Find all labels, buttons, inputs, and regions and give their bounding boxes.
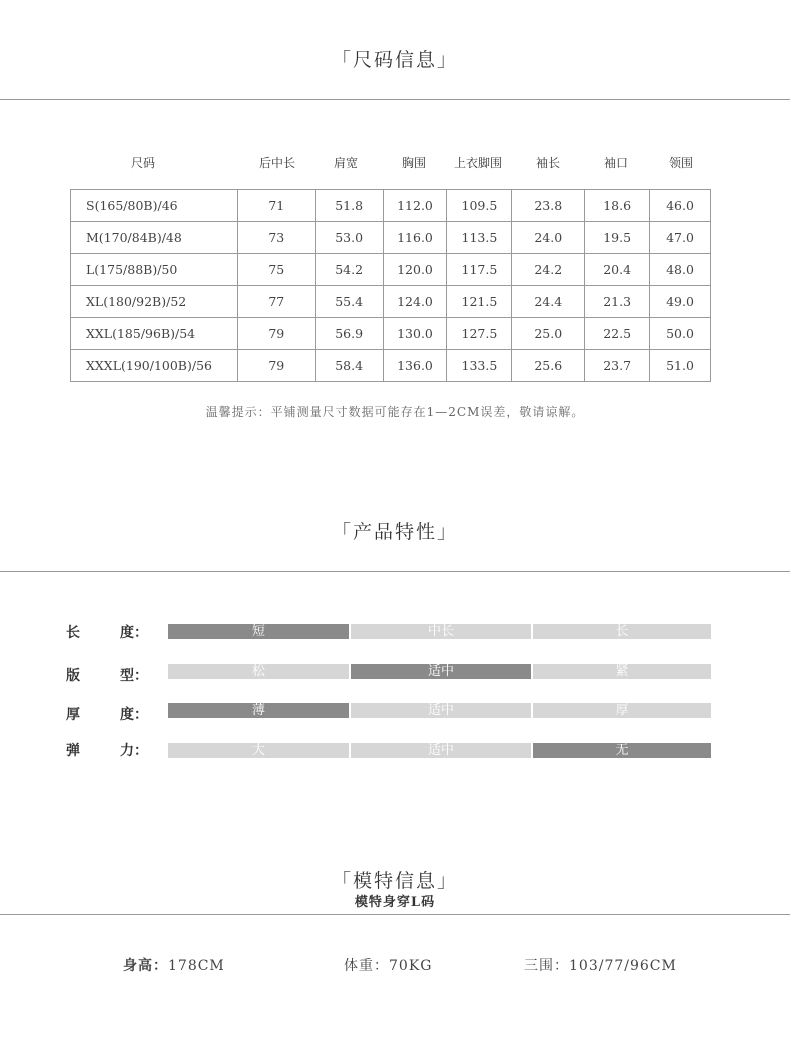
feature-option-length: 短 xyxy=(168,624,349,639)
feature-label-char: 长 xyxy=(66,625,80,641)
cell-cuff: 18.6 xyxy=(585,190,650,222)
cell-hem: 113.5 xyxy=(447,222,512,254)
cell-hem: 133.5 xyxy=(447,350,512,382)
cell-shoulder: 51.8 xyxy=(315,190,383,222)
feature-label-suffix: 度： xyxy=(120,625,148,641)
cell-collar: 46.0 xyxy=(650,190,711,222)
feature-label-suffix: 力： xyxy=(120,743,148,759)
cell-cuff: 19.5 xyxy=(585,222,650,254)
table-row xyxy=(71,222,711,254)
header-shoulder: 肩宽 xyxy=(333,156,358,170)
model-measurements-label: 三围： xyxy=(524,958,569,974)
cell-sleeve-length: 25.0 xyxy=(512,318,585,350)
model-section-divider xyxy=(0,914,790,915)
feature-option-length: 长 xyxy=(533,624,711,639)
model-height-value: 178CM xyxy=(168,958,225,974)
table-row xyxy=(71,254,711,286)
cell-back-length: 79 xyxy=(237,318,315,350)
cell-hem: 109.5 xyxy=(447,190,512,222)
header-hem: 上衣脚围 xyxy=(453,156,502,170)
feature-label-suffix: 型： xyxy=(120,668,148,684)
cell-cuff: 21.3 xyxy=(585,286,650,318)
model-measurements xyxy=(524,955,677,975)
model-weight xyxy=(344,955,432,975)
cell-shoulder: 53.0 xyxy=(315,222,383,254)
feature-option-fit: 松 xyxy=(168,664,349,679)
cell-collar: 50.0 xyxy=(650,318,711,350)
cell-chest: 112.0 xyxy=(383,190,447,222)
cell-cuff: 23.7 xyxy=(585,350,650,382)
cell-back-length: 79 xyxy=(237,350,315,382)
model-height-label: 身高： xyxy=(123,958,168,974)
table-row xyxy=(71,286,711,318)
feature-option-thickness: 薄 xyxy=(168,703,349,718)
cell-collar: 51.0 xyxy=(650,350,711,382)
cell-chest: 124.0 xyxy=(383,286,447,318)
cell-size-name: M(170/84B)/48 xyxy=(71,222,238,254)
cell-collar: 49.0 xyxy=(650,286,711,318)
size-table xyxy=(70,189,711,382)
cell-collar: 47.0 xyxy=(650,222,711,254)
table-row xyxy=(71,318,711,350)
model-section-title: 「模特信息」 xyxy=(331,870,458,892)
header-collar: 领围 xyxy=(668,156,693,170)
cell-hem: 121.5 xyxy=(447,286,512,318)
cell-sleeve-length: 24.0 xyxy=(512,222,585,254)
feature-label-suffix: 度： xyxy=(120,707,148,723)
cell-size-name: L(175/88B)/50 xyxy=(71,254,238,286)
cell-back-length: 77 xyxy=(237,286,315,318)
cell-back-length: 71 xyxy=(237,190,315,222)
cell-chest: 136.0 xyxy=(383,350,447,382)
feature-label-char: 厚 xyxy=(66,707,80,723)
cell-shoulder: 54.2 xyxy=(315,254,383,286)
feature-option-fit: 紧 xyxy=(533,664,711,679)
feature-label-char: 版 xyxy=(66,668,80,684)
cell-sleeve-length: 24.2 xyxy=(512,254,585,286)
cell-shoulder: 58.4 xyxy=(315,350,383,382)
model-weight-value: 70KG xyxy=(389,958,433,974)
cell-shoulder: 56.9 xyxy=(315,318,383,350)
cell-chest: 130.0 xyxy=(383,318,447,350)
header-back-length: 后中长 xyxy=(258,156,295,170)
cell-collar: 48.0 xyxy=(650,254,711,286)
cell-size-name: XXL(185/96B)/54 xyxy=(71,318,238,350)
feature-option-fit: 适中 xyxy=(351,664,531,679)
header-size: 尺码 xyxy=(130,156,155,170)
cell-shoulder: 55.4 xyxy=(315,286,383,318)
cell-back-length: 73 xyxy=(237,222,315,254)
cell-cuff: 22.5 xyxy=(585,318,650,350)
size-section-divider xyxy=(0,99,790,100)
model-measurements-value: 103/77/96CM xyxy=(569,958,677,974)
feature-section-title: 「产品特性」 xyxy=(331,521,458,543)
model-height xyxy=(123,955,225,975)
feature-option-length: 中长 xyxy=(351,624,531,639)
cell-chest: 116.0 xyxy=(383,222,447,254)
measurement-note: 温馨提示：平铺测量尺寸数据可能存在1—2CM误差，敬请谅解。 xyxy=(205,405,585,419)
feature-option-thickness: 适中 xyxy=(351,703,531,718)
header-cuff: 袖口 xyxy=(603,156,628,170)
header-chest: 胸围 xyxy=(401,156,426,170)
feature-label-char: 弹 xyxy=(66,743,80,759)
cell-size-name: XL(180/92B)/52 xyxy=(71,286,238,318)
cell-hem: 117.5 xyxy=(447,254,512,286)
cell-back-length: 75 xyxy=(237,254,315,286)
header-sleeve-length: 袖长 xyxy=(535,156,560,170)
cell-sleeve-length: 25.6 xyxy=(512,350,585,382)
cell-chest: 120.0 xyxy=(383,254,447,286)
cell-cuff: 20.4 xyxy=(585,254,650,286)
model-subtitle: 模特身穿L码 xyxy=(354,895,436,910)
size-section-title: 「尺码信息」 xyxy=(331,49,458,71)
cell-sleeve-length: 23.8 xyxy=(512,190,585,222)
table-row xyxy=(71,350,711,382)
cell-hem: 127.5 xyxy=(447,318,512,350)
model-weight-label: 体重： xyxy=(344,958,389,974)
feature-option-elasticity: 适中 xyxy=(351,743,531,758)
table-row xyxy=(71,190,711,222)
cell-sleeve-length: 24.4 xyxy=(512,286,585,318)
cell-size-name: S(165/80B)/46 xyxy=(71,190,238,222)
feature-option-elasticity: 无 xyxy=(533,743,711,758)
feature-section-divider xyxy=(0,571,790,572)
feature-option-thickness: 厚 xyxy=(533,703,711,718)
feature-option-elasticity: 大 xyxy=(168,743,349,758)
cell-size-name: XXXL(190/100B)/56 xyxy=(71,350,238,382)
